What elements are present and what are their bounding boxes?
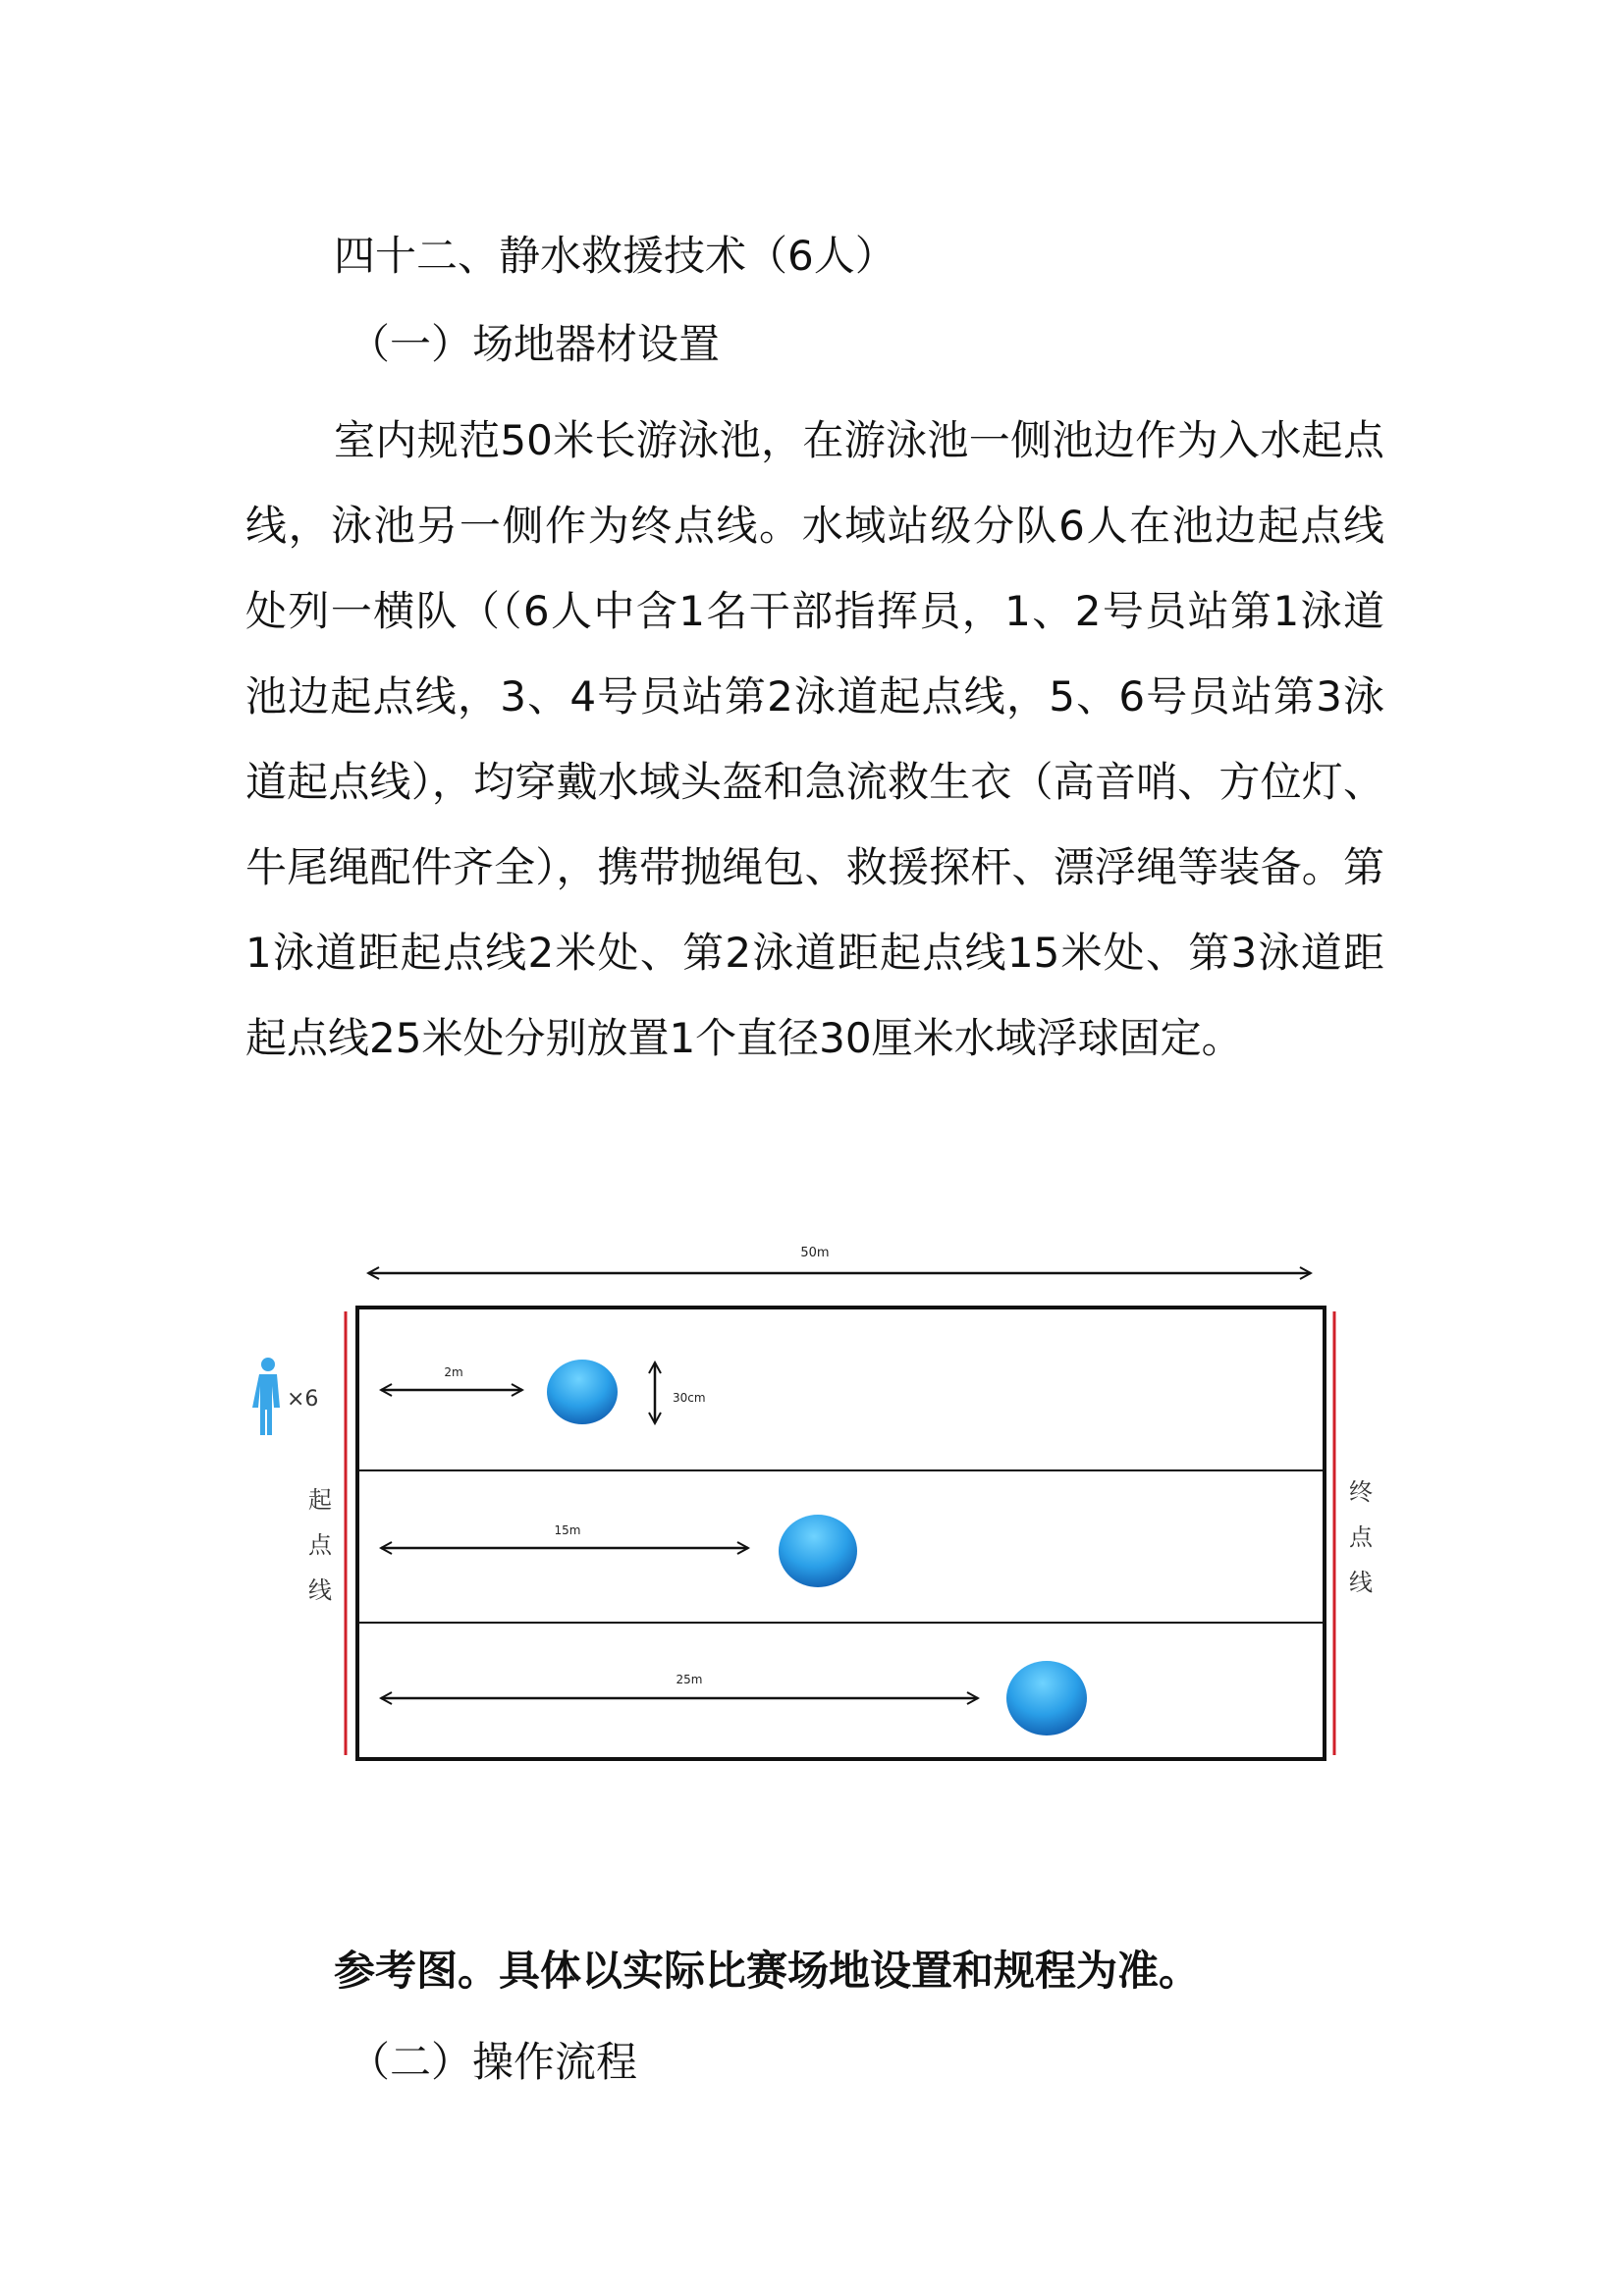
start-line-char-2: 点 (308, 1531, 332, 1559)
ball-diameter-label: 30cm (673, 1391, 706, 1405)
lane-1-distance-label: 2m (444, 1365, 463, 1379)
lane-1-float-ball (547, 1360, 618, 1424)
finish-line-char-2: 点 (1349, 1523, 1373, 1551)
finish-line-char-1: 终 (1349, 1478, 1373, 1506)
lane-2-float-ball (779, 1515, 857, 1587)
diagram-caption: 参考图。具体以实际比赛场地设置和规程为准。 (334, 1947, 1201, 1995)
start-line-char-3: 线 (308, 1576, 332, 1604)
subsection-heading-2: （二）操作流程 (349, 2038, 638, 2086)
subsection-heading-1: （一）场地器材设置 (349, 320, 721, 368)
finish-line-char-3: 线 (1349, 1569, 1373, 1596)
section-title: 四十二、静水救援技术（6人） (334, 232, 896, 280)
lane-3-float-ball (1006, 1661, 1087, 1735)
person-icon (252, 1358, 280, 1435)
setup-paragraph: 室内规范50米长游泳池，在游泳池一侧池边作为入水起点线，泳池另一侧作为终点线。水域站级分队6人在池边起点线处列一横队（（6人中含1名干部指挥员，1、2号员站第1泳道池边起点线，3、4号员站第2泳道起点线，5、6号员站第3泳道起点线），均穿戴水域头盔和急流救生衣（高音哨、方位灯、牛尾绳配件齐全），携带抛绳包、救援探杆、漂浮绳等装备。第1泳道距起点线2米处、第2泳道距起点线15米处、第3泳道距起点线25米处分别放置1个直径30厘米水域浮球固定。 (245, 416, 1384, 1062)
people-count-label: ×6 (287, 1387, 319, 1412)
lane-2-distance-label: 15m (554, 1523, 581, 1537)
start-line-char-1: 起 (308, 1486, 332, 1514)
pool-diagram (236, 1217, 1394, 1787)
total-length-label: 50m (800, 1246, 830, 1260)
lane-3-distance-label: 25m (676, 1673, 703, 1686)
